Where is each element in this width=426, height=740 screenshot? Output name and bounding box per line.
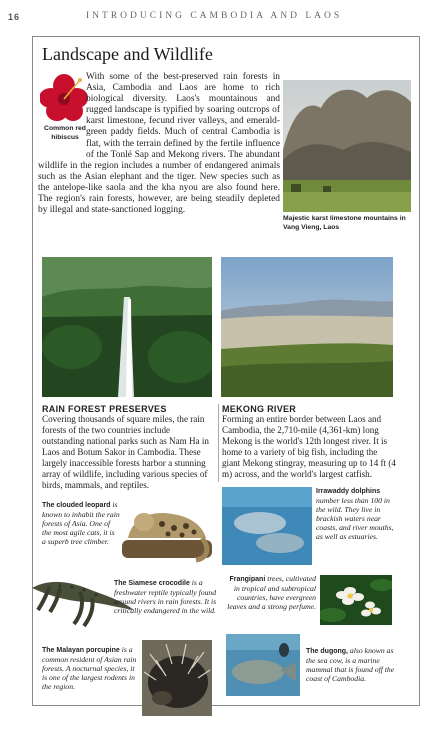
rainforest-waterfall-image (42, 257, 212, 397)
page-number: 16 (8, 12, 21, 22)
malayan-porcupine-image (142, 640, 212, 716)
porcupine-name: The Malayan porcupine (42, 647, 120, 654)
mekong-heading: MEKONG RIVER (222, 404, 297, 414)
karst-caption: Majestic karst limestone mountains in Vang Vieng, Laos (283, 215, 406, 231)
leopard-name: The clouded leopard (42, 502, 111, 509)
rainforest-body: Covering thousands of square miles, the rain forests of the two countries include outstanding national parks such as Nam Ha in Laos and Botum Sakor in Cambodia. These largely inaccessible forests harbor a stunning array of wildlife, including various species of birds, mammals, and reptiles. (42, 414, 209, 490)
dugong-name: The dugong, (306, 648, 348, 655)
frangipani-image (320, 575, 392, 625)
intro-paragraph (38, 72, 280, 216)
leopard-text: is known to inhabit the rain forests of Asia. One of the most agile cats, it is a superb tree climber. (42, 500, 120, 546)
mekong-river-image (221, 257, 393, 397)
clouded-leopard-image (122, 494, 212, 566)
frangipani-name: Frangipani (229, 576, 266, 583)
frangipani-text: trees, cultivated in tropical and subtropical countries, have evergreen leaves and a strong perfume. (227, 574, 316, 611)
crocodile-caption (114, 578, 218, 615)
karst-mountains-image (283, 80, 411, 212)
dugong-caption (306, 646, 398, 683)
dolphins-text: number less than 100 in the wild. They live in brackish waters near coasts, and river mouths, as well as estuaries. (316, 496, 394, 541)
dugong-text: also known as the sea cow, is a marine mammal that is found off the coast of Cambodia. (306, 646, 395, 683)
hibiscus-caption: Common red hibiscus (44, 125, 86, 141)
porcupine-text: is a common resident of Asian rain forests. A nocturnal species, it is one of the largest rodents in the region. (42, 645, 137, 691)
rainforest-heading: RAIN FOREST PRESERVES (42, 404, 167, 414)
dolphins-name: Irrawaddy dolphins (316, 488, 381, 495)
mekong-body: Forming an entire border between Laos and Cambodia, the 2,710-mile (4,361-km) long Mekong is the world's 12th longest river. It is home to a variety of big fish, including the giant Mekong stingray, measuring up to 14 ft (4 m) across, and the world's largest catfish. (222, 414, 396, 479)
dugong-image (226, 634, 300, 696)
page-title: Landscape and Wildlife (42, 44, 213, 64)
leopard-caption (42, 500, 120, 546)
crocodile-text: is a freshwater reptile typically found around rivers in rain forests. It is critically endangered in the wild. (114, 578, 217, 615)
running-title: INTRODUCING CAMBODIA AND LAOS (86, 11, 343, 21)
frangipani-caption (222, 574, 316, 611)
porcupine-caption (42, 645, 138, 691)
irrawaddy-dolphins-image (222, 487, 312, 565)
intro-text: With some of the best-preserved rain forests in Asia, Cambodia and Laos are home to rich biological diversity. Laos's mountainous and rugged landscape is typified by soaring outcrops of karst limestone, fecund river valleys, and emerald-green paddy fields. Much of central Cambodia is flat, with the terrain defined by the fertile influence of the Tonlé Sap and Mekong rivers. The abundant wildlife in the region includes a number of endangered animals such as the Asian elephant and the tiger. New species such as the antelope-like saola and the kha nyou are also found here. The region's rain forests, however, are being steadily depleted by illegal and state-sanctioned logging. (38, 72, 280, 216)
crocodile-name: The Siamese crocodile (114, 580, 190, 587)
column-divider (218, 404, 219, 482)
dolphins-caption (316, 486, 396, 541)
